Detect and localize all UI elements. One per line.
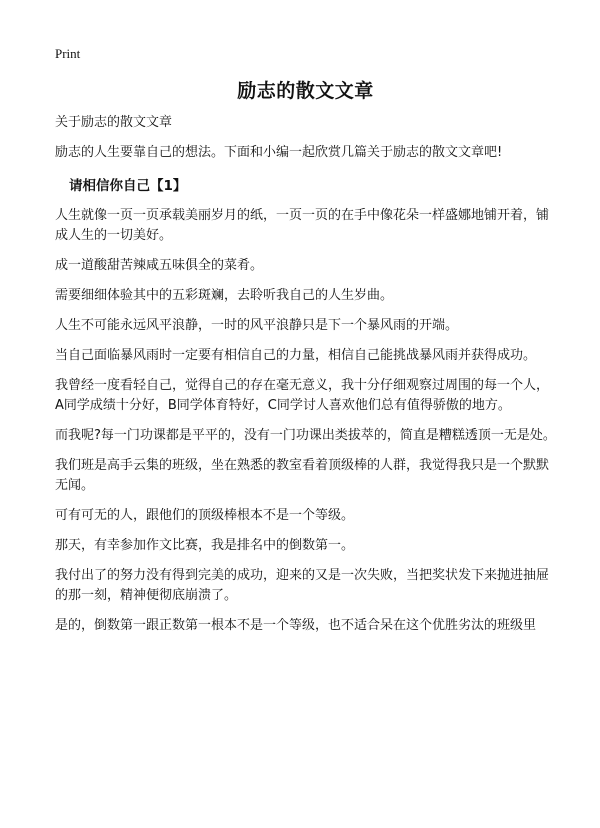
paragraph: 当自己面临暴风雨时一定要有相信自己的力量，相信自己能挑战暴风雨并获得成功。 bbox=[55, 348, 537, 363]
intro-line: 关于励志的散文文章 bbox=[55, 115, 173, 130]
paragraph: 是的，倒数第一跟正数第一根本不是一个等级，也不适合呆在这个优胜劣汰的班级里 bbox=[55, 618, 537, 633]
section-heading: 请相信你自己【1】 bbox=[69, 178, 187, 194]
intro-summary: 励志的人生要靠自己的想法。下面和小编一起欣赏几篇关于励志的散文文章吧! bbox=[55, 145, 503, 160]
paragraph: 可有可无的人，跟他们的顶级棒根本不是一个等级。 bbox=[55, 508, 355, 523]
paragraph: 我付出了的努力没有得到完美的成功，迎来的又是一次失败，当把奖状发下来抛进抽屉的那一刻，精神便彻底崩溃了。 bbox=[55, 568, 550, 603]
paragraph: 人生不可能永远风平浪静，一时的风平浪静只是下一个暴风雨的开端。 bbox=[55, 318, 459, 333]
paragraph: 成一道酸甜苦辣咸五味俱全的菜肴。 bbox=[55, 258, 264, 273]
paragraph: 我们班是高手云集的班级，坐在熟悉的教室看着顶级棒的人群，我觉得我只是一个默默无闻。 bbox=[55, 458, 550, 493]
article-title: 励志的散文文章 bbox=[237, 80, 374, 102]
paragraph: 那天，有幸参加作文比赛，我是排名中的倒数第一。 bbox=[55, 538, 355, 553]
paragraph: 而我呢?每一门功课都是平平的，没有一门功课出类拔萃的，简直是糟糕透顶一无是处。 bbox=[55, 428, 556, 443]
print-link[interactable]: Print bbox=[55, 46, 81, 61]
paragraph: 人生就像一页一页承载美丽岁月的纸，一页一页的在手中像花朵一样盛娜地铺开着，铺成人生的一切美好。 bbox=[55, 208, 550, 243]
paragraph: 需要细细体验其中的五彩斑斓，去聆听我自己的人生岁曲。 bbox=[55, 288, 394, 303]
paragraph: 我曾经一度看轻自己，觉得自己的存在毫无意义，我十分仔细观察过周围的每一个人，A同学成绩十分好，B同学体育特好，C同学讨人喜欢他们总有值得骄傲的地方。 bbox=[55, 378, 550, 413]
